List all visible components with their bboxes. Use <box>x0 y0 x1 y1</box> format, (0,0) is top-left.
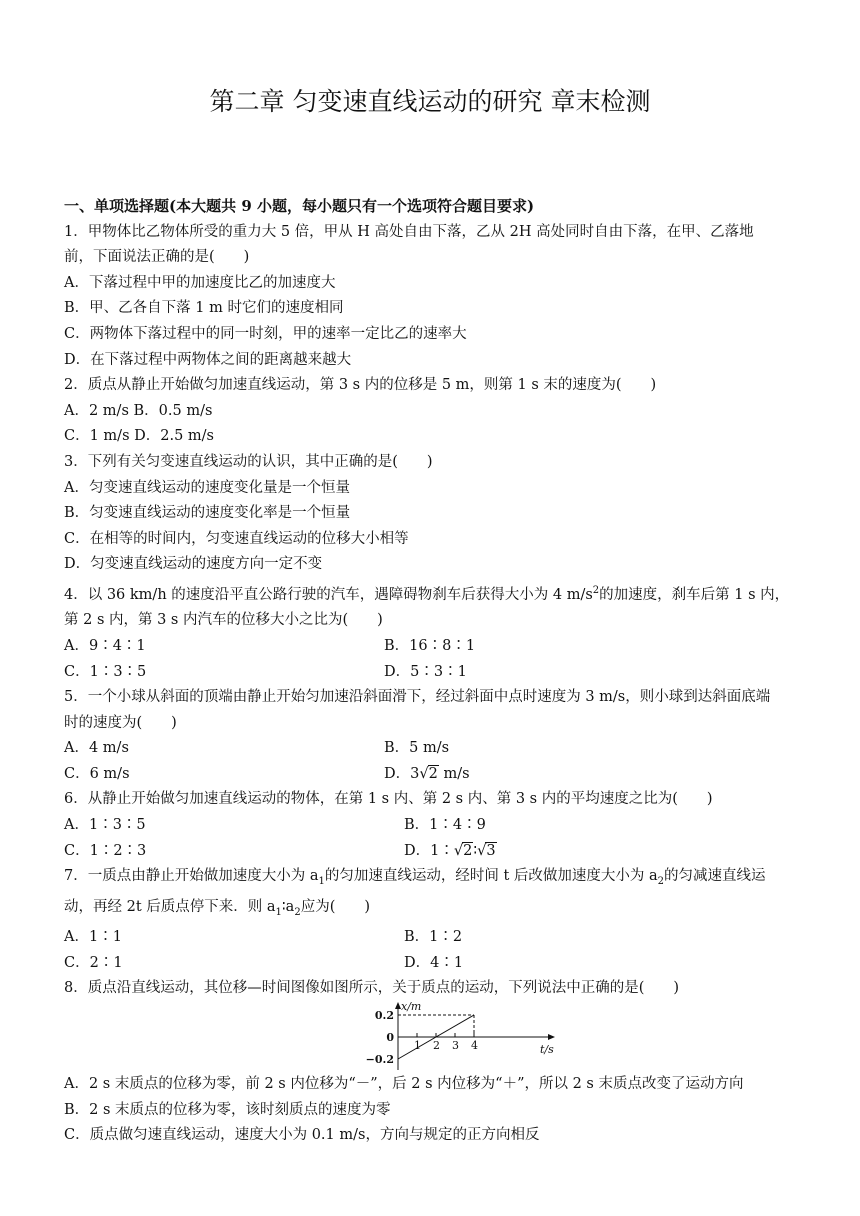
question-6 <box>64 787 800 864</box>
q5-options-row1 <box>64 736 800 762</box>
q1-option-c: C．两物体下落过程中的同一时刻，甲的速率一定比乙的速率大 <box>64 325 467 342</box>
q7-text-2: 的匀加速直线运动，经时间 t 后改做加速度大小为 a <box>324 868 658 885</box>
q4-stem-post: 的加速度，刹车后第 1 s 内， <box>599 586 790 603</box>
q2-options-cd: C．1 m/s D．2.5 m/s <box>64 428 214 445</box>
q5-d-post: m/s <box>438 765 470 782</box>
q7-sub-1b: 1 <box>275 906 282 918</box>
q5-option-d <box>384 762 470 788</box>
q8-option-a: A．2 s 末质点的位移为零，前 2 s 内位移为“－”，后 2 s 内位移为“＋”，所以 2 s 末质点改变了运动方向 <box>64 1076 744 1093</box>
q3-option-c: C．在相等的时间内，匀变速直线运动的位移大小相等 <box>64 530 409 547</box>
q4-stem-line1 <box>64 578 800 608</box>
sqrt-icon: √ <box>477 842 487 859</box>
q7-option-c: C．2∶1 <box>64 954 123 971</box>
q7-sub-2b: 2 <box>294 906 301 918</box>
q1-option-d: D．在下落过程中两物体之间的距离越来越大 <box>64 351 352 368</box>
q6-option-c: C．1∶2∶3 <box>64 842 147 859</box>
q1-stem-line1: 1．甲物体比乙物体所受的重力大 5 倍，甲从 H 高处自由下落，乙从 2H 高处同时自由下落，在甲、乙落地 <box>64 223 754 240</box>
q4-stem-line2: 第 2 s 内，第 3 s 内汽车的位移大小之比为( ) <box>64 612 383 629</box>
q7-option-d: D．4∶1 <box>404 954 464 971</box>
q4-option-d: D．5∶3∶1 <box>384 663 467 680</box>
q4-option-c: C．1∶3∶5 <box>64 663 147 680</box>
x-axis-label: t/s <box>540 1043 554 1057</box>
y-tick-label: 0.2 <box>374 1009 394 1023</box>
q6-option-a: A．1∶3∶5 <box>64 817 146 834</box>
xt-graph <box>358 1000 558 1072</box>
q5-option-b: B．5 m/s <box>384 740 450 757</box>
question-1 <box>64 220 800 374</box>
q5-stem-line1: 5．一个小球从斜面的顶端由静止开始匀加速沿斜面滑下，经过斜面中点时速度为 3 m/s，则小球到达斜面底端 <box>64 689 771 706</box>
y-axis-label: x/m <box>401 1000 422 1014</box>
q4-stem-sup: 2 <box>592 584 600 596</box>
y-tick-label: −0.2 <box>365 1053 394 1067</box>
question-7 <box>64 864 800 976</box>
q4-option-b: B．16∶8∶1 <box>384 637 476 654</box>
x-tick-label: 3 <box>452 1039 459 1053</box>
x-tick-label: 1 <box>414 1039 421 1053</box>
q7-text-5: ∶a <box>281 898 295 915</box>
q6-d-radicand-1: 2 <box>463 842 473 859</box>
q6-stem: 6．从静止开始做匀加速直线运动的物体，在第 1 s 内、第 2 s 内、第 3 s 内的平均速度之比为( ) <box>64 791 713 808</box>
exam-content <box>64 194 800 1149</box>
question-8 <box>64 976 800 1148</box>
q7-options-row1 <box>64 925 800 951</box>
q7-options-row2 <box>64 951 800 977</box>
q5-options-row2 <box>64 762 800 788</box>
q3-option-d: D．匀变速直线运动的速度方向一定不变 <box>64 556 323 573</box>
q5-option-a: A．4 m/s <box>64 740 129 757</box>
q7-option-b: B．1∶2 <box>404 929 463 946</box>
q7-stem-line1 <box>64 864 800 894</box>
q7-stem-line2 <box>64 895 800 925</box>
question-5 <box>64 685 800 787</box>
sqrt-icon: √ <box>419 765 429 782</box>
q8-option-b: B．2 s 末质点的位移为零，该时刻质点的速度为零 <box>64 1101 391 1118</box>
question-4 <box>64 578 800 685</box>
q5-d-pre: D．3 <box>384 765 420 782</box>
q6-d-mid: ∶ <box>473 842 478 859</box>
q7-text-6: 应为( ) <box>300 898 371 915</box>
q5-option-c: C．6 m/s <box>64 765 130 782</box>
q6-d-pre: D．1∶ <box>404 842 454 859</box>
question-3 <box>64 450 800 578</box>
section-heading: 一、单项选择题(本大题共 9 小题，每小题只有一个选项符合题目要求) <box>64 197 535 215</box>
q6-options-row2 <box>64 839 800 865</box>
page-title: 第二章 匀变速直线运动的研究 章末检测 <box>209 87 651 116</box>
q7-option-a: A．1∶1 <box>64 929 122 946</box>
q7-sub-2: 2 <box>657 876 665 888</box>
q1-option-a: A．下落过程中甲的加速度比乙的加速度大 <box>64 274 336 291</box>
q8-option-c: C．质点做匀速直线运动，速度大小为 0.1 m/s，方向与规定的正方向相反 <box>64 1127 540 1144</box>
q4-option-a: A．9∶4∶1 <box>64 637 146 654</box>
q4-options-row2 <box>64 660 800 686</box>
x-axis-arrow <box>548 1034 555 1040</box>
question-2 <box>64 373 800 450</box>
q7-text-4: 动，再经 2t 后质点停下来．则 a <box>64 898 276 915</box>
q4-options-row1 <box>64 634 800 660</box>
q7-text-3: 的匀减速直线运 <box>664 868 766 885</box>
q2-stem: 2．质点从静止开始做匀加速直线运动，第 3 s 内的位移是 5 m，则第 1 s 末的速度为( ) <box>64 377 657 394</box>
q5-d-radicand: 2 <box>428 765 438 782</box>
q8-stem: 8．质点沿直线运动，其位移—时间图像如图所示，关于质点的运动，下列说法中正确的是( ) <box>64 980 680 997</box>
q3-option-a: A．匀变速直线运动的速度变化量是一个恒量 <box>64 479 350 496</box>
q5-stem-line2: 时的速度为( ) <box>64 714 177 731</box>
q1-stem-line2: 前，下面说法正确的是( ) <box>64 249 250 266</box>
q2-options-ab: A．2 m/s B．0.5 m/s <box>64 402 213 419</box>
q7-text-1: 7．一质点由静止开始做加速度大小为 a <box>64 868 319 885</box>
x-tick-label: 4 <box>471 1039 478 1053</box>
q7-sub-1: 1 <box>318 876 325 888</box>
sqrt-icon: √ <box>453 842 464 859</box>
q3-option-b: B．匀变速直线运动的速度变化率是一个恒量 <box>64 505 351 522</box>
q4-stem-pre: 4．以 36 km/h 的速度沿平直公路行驶的汽车，遇障碍物刹车后获得大小为 4 m/s <box>64 586 593 603</box>
x-tick-label: 2 <box>433 1039 440 1053</box>
q3-stem: 3．下列有关匀变速直线运动的认识，其中正确的是( ) <box>64 453 433 470</box>
q6-option-b: B．1∶4∶9 <box>404 817 486 834</box>
y-tick-label: 0 <box>386 1031 394 1045</box>
q6-d-radicand-2: 3 <box>486 842 496 859</box>
q1-option-b: B．甲、乙各自下落 1 m 时它们的速度相同 <box>64 300 344 317</box>
xt-graph-wrap <box>64 1002 800 1072</box>
q6-options-row1 <box>64 813 800 839</box>
q6-option-d <box>404 839 497 865</box>
